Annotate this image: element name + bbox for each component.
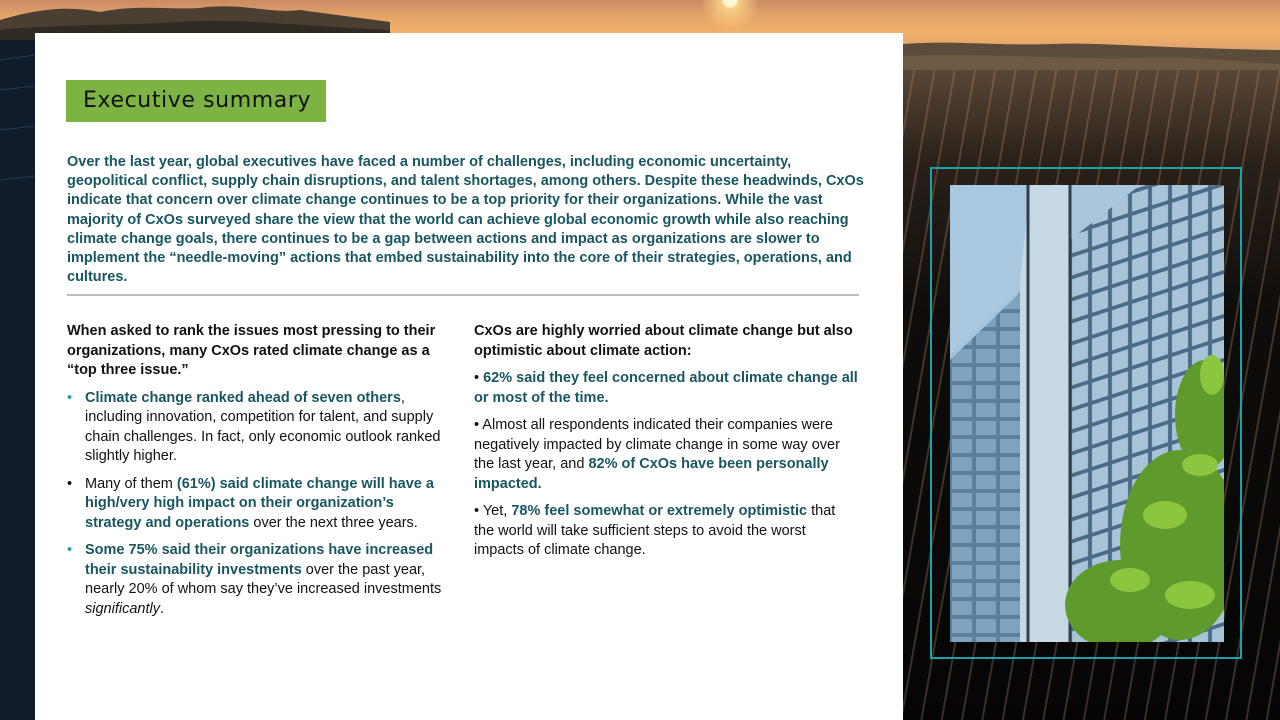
list-item (67, 475, 449, 534)
right-heading: CxOs are highly worried about climate change but also optimistic about climate action: (474, 323, 853, 359)
body-text: • Yet, (474, 503, 512, 519)
list-item (67, 389, 449, 467)
intro-paragraph: Over the last year, global executives have faced a number of challenges, including economic uncertainty, geopolitical conflict, supply chain disruptions, and talent shortages, among others. Despite these headwinds, CxOs indicate that concern over climate change continues to be a top priority for their organizations. While the vast majority of CxOs surveyed share the view that the world can achieve global economic growth while also reaching climate change goals, there continues to be a gap between actions and impact as organizations are slower to implement the “needle-moving” actions that embed sustainability into the core of their strategies, operations, and cultures. (67, 154, 864, 286)
right-column (474, 322, 859, 569)
highlight-text: 82% of CxOs have been personally impacted. (474, 456, 829, 492)
list-item (67, 541, 449, 619)
body-text: over the next three years. (249, 514, 418, 531)
bullet-glyph: • (67, 542, 73, 558)
highlight-text: Climate change ranked ahead of seven others (85, 389, 401, 406)
title-banner (66, 80, 326, 122)
body-text: Many of them (85, 475, 177, 492)
left-column (67, 322, 449, 627)
left-heading: When asked to rank the issues most pressing to their organizations, many CxOs rated climate change as a “top three issue.” (67, 323, 436, 378)
body-text: . (159, 600, 164, 617)
highlight-text: (61%) said climate change will have a high/very high impact on their organization’s strategy and operations (85, 475, 434, 531)
body-text: , including innovation, competition for talent, and supply chain challenges. In fact, only economic outlook ranked slightly higher. (85, 389, 441, 464)
stat-paragraph (474, 369, 859, 408)
highlight-text: 62% said they feel concerned about climate change all or most of the time. (474, 370, 858, 406)
slide-card (35, 33, 903, 720)
body-text: • (474, 370, 484, 386)
page-title: Executive summary (83, 88, 312, 113)
body-text: • Almost all respondents indicated their companies were negatively impacted by climate change in some way over the last year, and (474, 417, 840, 472)
left-bullets (67, 389, 449, 620)
stat-paragraph (474, 416, 859, 494)
divider (67, 294, 859, 296)
highlight-text: 78% feel somewhat or extremely optimistic (511, 503, 808, 519)
body-text: over the past year, nearly 20% of whom say they’ve increased investments (85, 561, 442, 597)
highlight-text: Some 75% said their organizations have increased their sustainability investments (85, 542, 434, 578)
bullet-glyph: • (67, 475, 73, 492)
body-text: that the world will take sufficient steps to avoid the worst impacts of climate change. (474, 503, 836, 558)
stat-paragraph (474, 502, 859, 561)
glass-building-image (950, 185, 1224, 642)
bullet-glyph: • (67, 389, 73, 406)
building-photo (950, 185, 1224, 642)
emphasis-text: significantly (85, 600, 160, 617)
